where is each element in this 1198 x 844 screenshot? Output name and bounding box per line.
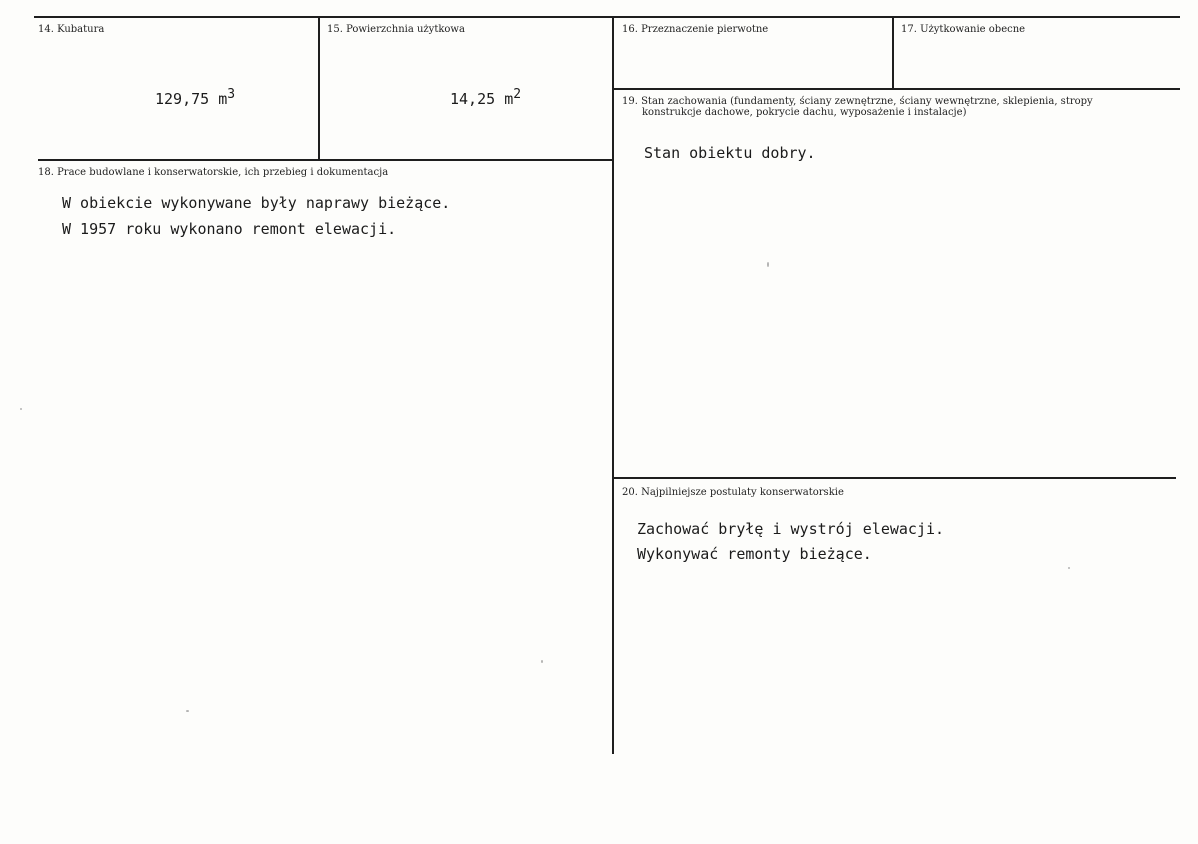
field-19-label-line-1: 19. Stan zachowania (fundamenty, ściany zewnętrzne, ściany wewnętrzne, sklepienia, stropy <box>622 96 1093 107</box>
scan-speck <box>767 262 769 267</box>
field-14-value <box>155 87 236 108</box>
volume-exponent: 3 <box>227 87 236 102</box>
area-number: 14,25 <box>450 90 496 108</box>
field-15-label: 15. Powierzchnia użytkowa <box>327 24 465 35</box>
area-exponent: 2 <box>513 87 522 102</box>
field-20-label: 20. Najpilniejsze postulaty konserwatorskie <box>622 487 844 498</box>
field-17-label: 17. Użytkowanie obecne <box>901 24 1026 35</box>
field-16-label: 16. Przeznaczenie pierwotne <box>622 24 769 35</box>
field-18-line-2: W 1957 roku wykonano remont elewacji. <box>62 220 397 238</box>
field-14-label: 14. Kubatura <box>38 24 105 35</box>
scan-speck <box>541 660 543 663</box>
rule-under-14-15 <box>38 159 613 161</box>
field-15-value <box>450 87 522 108</box>
scan-speck <box>186 710 189 712</box>
field-19-line-1: Stan obiektu dobry. <box>644 144 816 162</box>
scan-speck <box>20 408 22 410</box>
area-unit: m <box>504 90 514 108</box>
divider-16-17 <box>892 16 894 90</box>
field-20-line-2: Wykonywać remonty bieżące. <box>637 545 872 563</box>
field-20-line-1: Zachować bryłę i wystrój elewacji. <box>637 520 945 538</box>
volume-unit: m <box>218 90 228 108</box>
scan-speck <box>1068 567 1070 569</box>
divider-14-15 <box>318 16 320 160</box>
rule-above-20 <box>614 477 1176 479</box>
rule-under-16-17 <box>614 88 1180 90</box>
main-divider <box>612 16 614 754</box>
volume-number: 129,75 <box>155 90 210 108</box>
field-18-label: 18. Prace budowlane i konserwatorskie, ich przebieg i dokumentacja <box>38 167 389 178</box>
field-19-label-line-2: konstrukcje dachowe, pokrycie dachu, wyposażenie i instalacje) <box>642 107 967 118</box>
top-rule <box>34 16 1180 18</box>
field-18-line-1: W obiekcie wykonywane były naprawy bieżące. <box>62 194 451 212</box>
